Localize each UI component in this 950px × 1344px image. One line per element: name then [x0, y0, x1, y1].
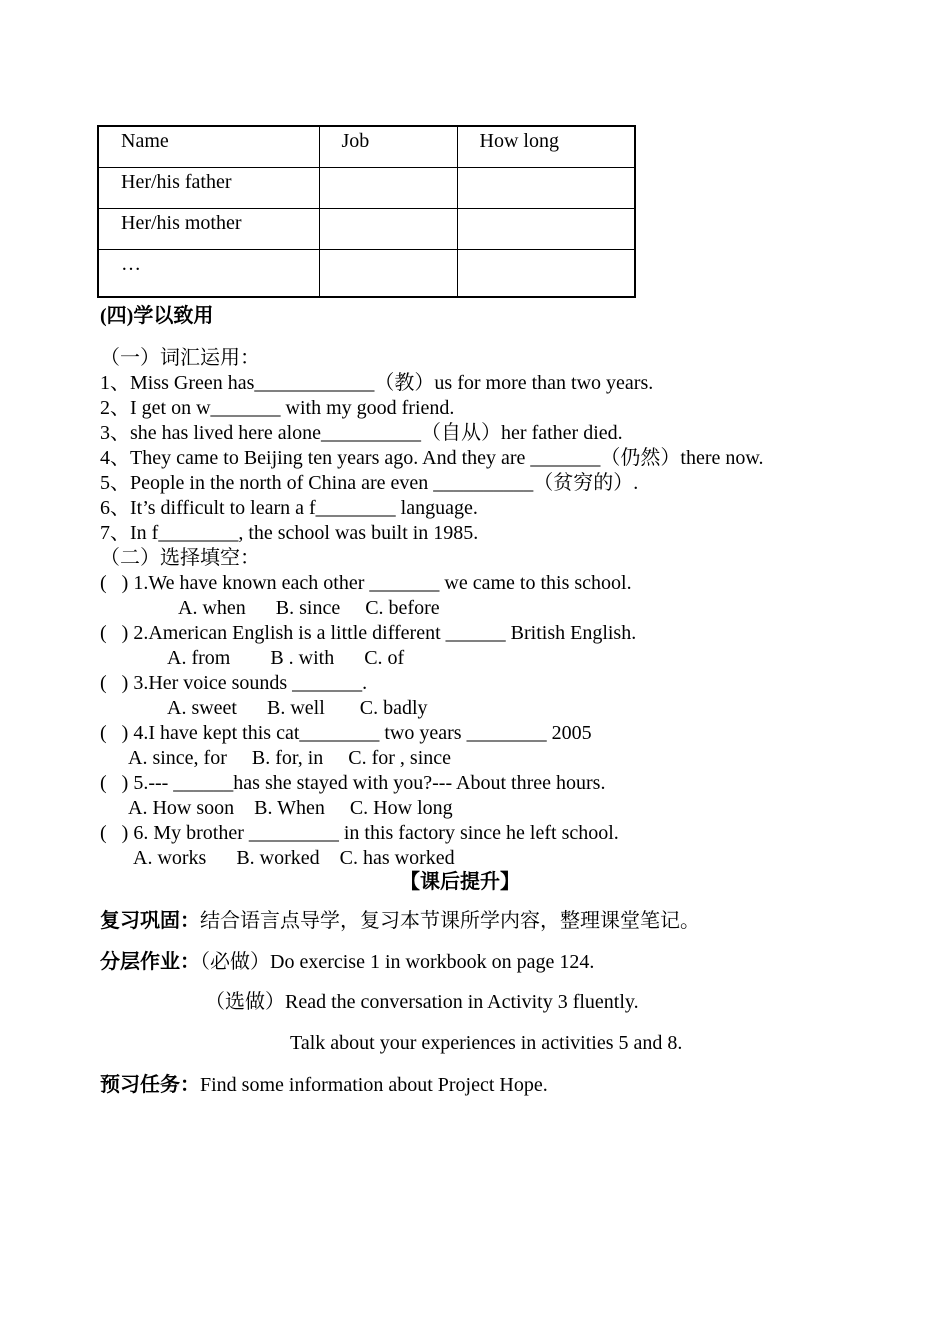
vocab-item: 2、I get on w_______ with my good friend.: [100, 397, 455, 419]
table-header-cell: Name: [98, 126, 319, 167]
table-cell: [319, 167, 457, 208]
choice-options: A. sweet B. well C. badly: [167, 697, 428, 719]
choice-question: ( ) 6. My brother _________ in this factory since he left school.: [100, 822, 619, 844]
homework-required: （必做）Do exercise 1 in workbook on page 124.: [200, 951, 595, 973]
vocab-item: 7、In f________, the school was built in 1985.: [100, 522, 479, 544]
section-title: (四)学以致用: [100, 305, 214, 327]
review-label: 复习巩固：: [100, 908, 200, 932]
choice-question: ( ) 3.Her voice sounds _______.: [100, 672, 368, 694]
after-class-title: 【课后提升】: [400, 871, 520, 893]
preview-line: [100, 1072, 548, 1097]
homework-optional-2: Talk about your experiences in activities 5 and 8.: [290, 1032, 683, 1054]
vocab-item: 6、It’s difficult to learn a f________ language.: [100, 497, 478, 519]
choice-question: ( ) 5.--- ______has she stayed with you?--- About three hours.: [100, 772, 606, 794]
table-cell: …: [98, 249, 319, 297]
table-cell: [457, 208, 635, 249]
choice-options: A. from B . with C. of: [167, 647, 405, 669]
choice-options: A. works B. worked C. has worked: [133, 847, 455, 869]
table-row: [98, 249, 635, 297]
homework-optional: （选做）Read the conversation in Activity 3 fluently.: [205, 991, 639, 1013]
choice-options: A. when B. since C. before: [178, 597, 440, 619]
homework-label: 分层作业：: [100, 949, 200, 973]
homework-line: [100, 949, 594, 974]
table-cell: [319, 208, 457, 249]
preview-label: 预习任务：: [100, 1072, 200, 1096]
vocab-item: 4、They came to Beijing ten years ago. And they are _______（仍然）there now.: [100, 447, 764, 469]
table-header-row: [98, 126, 635, 167]
table-row: [98, 167, 635, 208]
preview-text: Find some information about Project Hope.: [200, 1074, 548, 1096]
info-table: [97, 125, 636, 298]
table-cell: Her/his mother: [98, 208, 319, 249]
table-header-cell: How long: [457, 126, 635, 167]
choice-question: ( ) 4.I have kept this cat________ two years ________ 2005: [100, 722, 592, 744]
vocab-item: 1、Miss Green has____________（教）us for more than two years.: [100, 372, 654, 394]
choice-options: A. How soon B. When C. How long: [128, 797, 453, 819]
choice-question: ( ) 1.We have known each other _______ we came to this school.: [100, 572, 632, 594]
table-cell: Her/his father: [98, 167, 319, 208]
review-text: 结合语言点导学，复习本节课所学内容，整理课堂笔记。: [200, 910, 700, 932]
vocab-item: 5、People in the north of China are even __________（贫穷的）.: [100, 472, 639, 494]
choice-options: A. since, for B. for, in C. for , since: [128, 747, 452, 769]
table-row: [98, 208, 635, 249]
table-header-cell: Job: [319, 126, 457, 167]
table-cell: [319, 249, 457, 297]
table-cell: [457, 249, 635, 297]
vocab-item: 3、she has lived here alone__________（自从）her father died.: [100, 422, 623, 444]
vocab-title: （一）词汇运用：: [100, 347, 260, 369]
choice-title: （二）选择填空：: [100, 547, 260, 569]
table-cell: [457, 167, 635, 208]
choice-question: ( ) 2.American English is a little different ______ British English.: [100, 622, 637, 644]
review-line: [100, 908, 700, 933]
